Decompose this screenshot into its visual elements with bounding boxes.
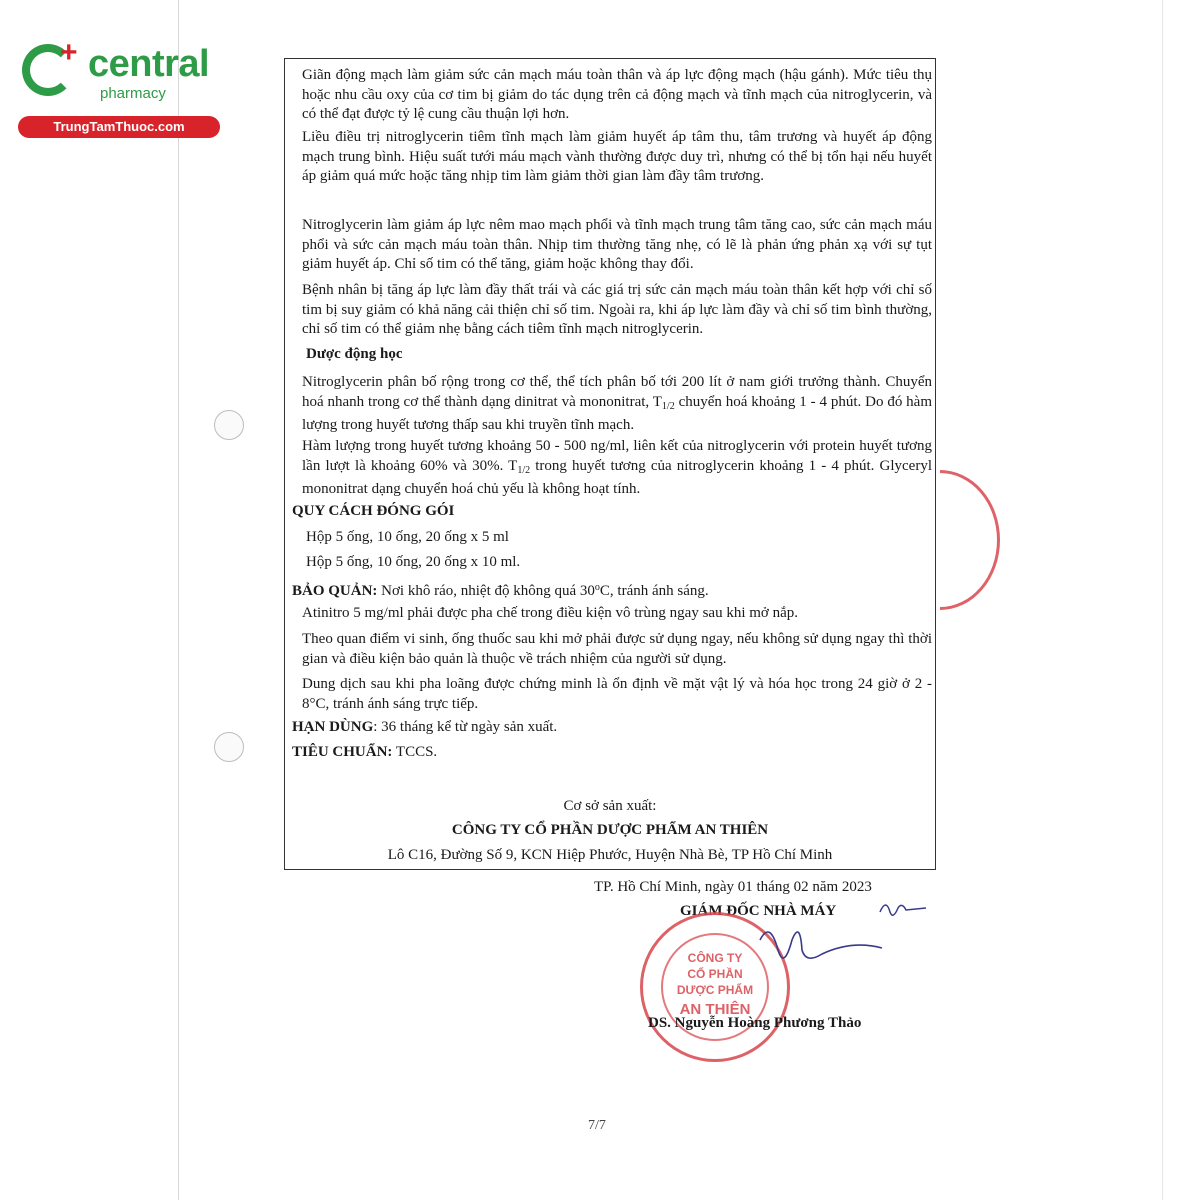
logo-sub: pharmacy	[100, 85, 166, 102]
pd-paragraph-3: Nitroglycerin làm giảm áp lực nêm mao mạch phổi và tĩnh mạch trung tâm tăng cao, sức cản mạch máu phổi và sức cản mạch máu toàn thân. Nhịp tim thường tăng nhẹ, có lẽ là phản ứng phản xạ với sự tụt giảm huyết áp. Chỉ số tim có thể tăng, giảm hoặc không thay đổi.	[302, 217, 932, 272]
expiry-label: HẠN DÙNG	[292, 719, 374, 735]
expiry-text: : 36 tháng kể từ ngày sản xuất.	[373, 719, 558, 735]
logo-brand: central	[88, 43, 210, 85]
pack-line-1: Hộp 5 ống, 10 ống, 20 ống x 5 ml	[306, 529, 509, 545]
pd-paragraph-1: Giãn động mạch làm giảm sức cản mạch máu toàn thân và áp lực động mạch (hậu gánh). Mức tiêu thụ hoặc nhu cầu oxy của cơ tim bị giảm do tác dụng trên cả động mạch và tĩnh mạch của nitroglycerin, và có thể đạt được tỷ lệ cung cầu thuận lợi hơn.	[302, 67, 932, 122]
date-line: TP. Hồ Chí Minh, ngày 01 tháng 02 năm 2023	[594, 879, 872, 895]
pk-p2-text-b: trong huyết tương của nitroglycerin khoảng 1 - 4 phút. Glyceryl mononitrat dạng chuyển hoá chủ yếu là không hoạt tính.	[302, 457, 932, 497]
punch-hole-icon	[214, 410, 244, 440]
plus-icon: +	[60, 36, 78, 69]
pd-paragraph-4: Bệnh nhân bị tăng áp lực làm đầy thất trái và các giá trị sức cản mạch máu toàn thân kết hợp với chỉ số tim bị suy giảm có khả năng cải thiện chỉ số tim. Ngoài ra, khi áp lực làm đầy và chỉ số tim bình thường, chỉ số tim có thể giảm nhẹ bằng cách tiêm tĩnh mạch nitroglycerin.	[302, 282, 932, 337]
storage-text-b: C, tránh ánh sáng.	[599, 583, 709, 599]
storage-detail-3: Dung dịch sau khi pha loãng được chứng minh là ổn định về mặt vật lý và hóa học trong 24 giờ ở 2 - 8°C, tránh ánh sáng trực tiếp.	[302, 676, 932, 712]
page-edge-right	[1162, 0, 1163, 1200]
standard-text: TCCS.	[392, 744, 438, 760]
signer-name: DS. Nguyễn Hoàng Phương Thảo	[648, 1015, 862, 1031]
pk-p1-text-a: Nitroglycerin phân bố rộng trong cơ thể, thể tích phân bố tới 200 lít ở nam giới trưởng thành. Chuyển hoá nhanh trong cơ thể thành dạng dinitrat và mononitrat, T	[302, 374, 932, 410]
page-number: 7/7	[588, 1118, 606, 1133]
expiry-line	[292, 718, 557, 737]
pharmacy-logo	[10, 38, 220, 138]
punch-hole-icon	[214, 732, 244, 762]
stamp-line-4: AN THIÊN	[679, 1001, 751, 1018]
storage-detail-2: Theo quan điểm vi sinh, ống thuốc sau khi mở phải được sử dụng ngay, nếu không sử dụng ngay thì thời gian và điều kiện bảo quản là thuộc về trách nhiệm của người sử dụng.	[302, 631, 932, 667]
pk-p1-text-b: chuyển hoá khoảng 1 - 4 phút. Do đó hàm lượng trong huyết tương thấp sau khi truyền tĩnh mạch.	[302, 393, 932, 433]
pd-paragraph-2: Liều điều trị nitroglycerin tiêm tĩnh mạch làm giảm huyết áp tâm thu, tâm trương và huyết áp động mạch trung bình. Hiệu suất tưới máu mạch vành thường được duy trì, nhưng có thể bị tổn hại nếu huyết áp giảm quá mức hoặc tăng nhịp tim làm giảm thời gian làm đầy tâm trương.	[302, 129, 932, 184]
storage-line	[292, 578, 709, 601]
storage-detail-1: Atinitro 5 mg/ml phải được pha chế trong điều kiện vô trùng ngay sau khi mở nắp.	[302, 605, 798, 621]
manufacturer-name: CÔNG TY CỔ PHẦN DƯỢC PHẨM AN THIÊN	[451, 822, 769, 838]
pk-heading: Dược động học	[306, 346, 403, 362]
pack-heading: QUY CÁCH ĐÓNG GÓI	[292, 503, 455, 519]
storage-label: BẢO QUẢN:	[292, 583, 378, 599]
standard-line	[292, 743, 437, 762]
pack-line-2: Hộp 5 ống, 10 ống, 20 ống x 10 ml.	[306, 554, 521, 570]
pk-p2-sub: 1/2	[517, 464, 531, 476]
manufacturer-label: Cơ sở sản xuất:	[563, 798, 657, 814]
pk-p2-text-a: Hàm lượng trong huyết tương khoảng 50 - 500 ng/ml, liên kết của nitroglycerin với protein huyết tương lần lượt là khoảng 60% và 30%. T	[302, 438, 932, 474]
stamp-line-2: CỔ PHẦN	[687, 967, 743, 981]
signature-icon	[740, 890, 940, 1000]
director-title: GIÁM ĐỐC NHÀ MÁY	[680, 903, 837, 919]
pk-paragraph-1	[302, 373, 932, 436]
stamp-line-1: CÔNG TY	[687, 951, 743, 965]
page-edge	[178, 0, 179, 1200]
pk-p1-sub: 1/2	[661, 400, 675, 412]
storage-text-a: Nơi khô ráo, nhiệt độ không quá 30	[377, 583, 595, 599]
stamp-line-3: DƯỢC PHẨM	[676, 983, 754, 997]
manufacturer-address: Lô C16, Đường Số 9, KCN Hiệp Phước, Huyện Nhà Bè, TP Hồ Chí Minh	[387, 847, 833, 863]
logo-website: TrungTamThuoc.com	[18, 116, 220, 138]
pk-paragraph-2	[302, 437, 932, 500]
standard-label: TIÊU CHUẨN:	[292, 744, 393, 760]
storage-sup: o	[594, 582, 600, 593]
